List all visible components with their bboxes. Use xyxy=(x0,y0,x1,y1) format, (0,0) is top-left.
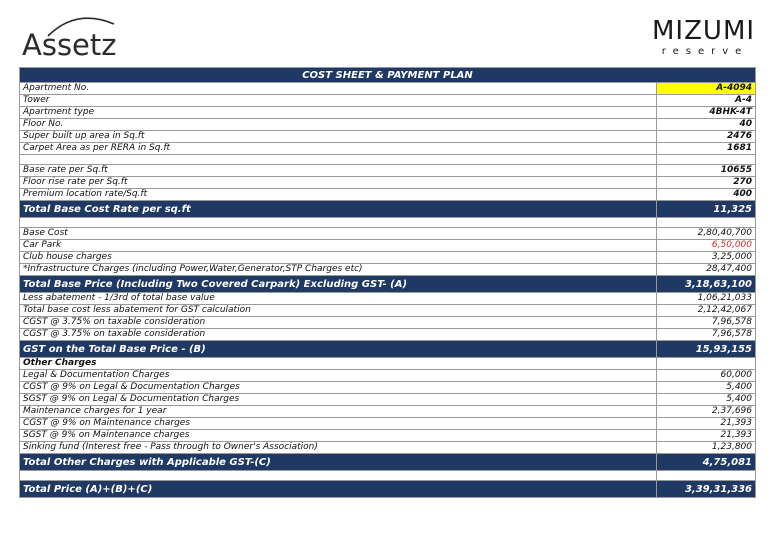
row-label: Club house charges xyxy=(20,252,657,264)
table-row xyxy=(20,370,756,382)
row-label: Apartment No. xyxy=(20,83,657,95)
row-label: CGST @ 3.75% on taxable consideration xyxy=(20,329,657,341)
row-value: 2,80,40,700 xyxy=(657,228,756,240)
table-row xyxy=(20,131,756,143)
table-row xyxy=(20,240,756,252)
row-value: 7,96,578 xyxy=(657,329,756,341)
row-value: 1,23,800 xyxy=(657,442,756,454)
table-row xyxy=(20,430,756,442)
row-label: Super built up area in Sq.ft xyxy=(20,131,657,143)
row-value: A-4 xyxy=(657,95,756,107)
total-label: Total Base Price (Including Two Covered Carpark) Excluding GST- (A) xyxy=(20,276,657,293)
mizumi-logo-text: MIZUMI xyxy=(652,16,756,46)
blank-cell xyxy=(20,218,657,228)
blank-cell xyxy=(657,471,756,481)
row-label: Maintenance charges for 1 year xyxy=(20,406,657,418)
row-label: Premium location rate/Sq.ft xyxy=(20,189,657,201)
total-value: 11,325 xyxy=(657,201,756,218)
table-row xyxy=(20,418,756,430)
blank-cell xyxy=(657,155,756,165)
blank-cell xyxy=(657,358,756,370)
row-value: 2476 xyxy=(657,131,756,143)
table-row xyxy=(20,382,756,394)
row-value: 21,393 xyxy=(657,430,756,442)
spacer-row xyxy=(20,218,756,228)
total-value: 3,18,63,100 xyxy=(657,276,756,293)
table-row xyxy=(20,329,756,341)
mizumi-logo-subtext: reserve xyxy=(661,46,749,57)
table-row xyxy=(20,95,756,107)
total-row xyxy=(20,276,756,293)
row-label: Floor rise rate per Sq.ft xyxy=(20,177,657,189)
row-label: Base Cost xyxy=(20,228,657,240)
row-label: SGST @ 9% on Legal & Documentation Charges xyxy=(20,394,657,406)
row-value: 270 xyxy=(657,177,756,189)
row-value: 400 xyxy=(657,189,756,201)
row-value: A-4094 xyxy=(657,83,756,95)
total-label: Total Other Charges with Applicable GST-(C) xyxy=(20,454,657,471)
row-value: 60,000 xyxy=(657,370,756,382)
row-value: 1,06,21,033 xyxy=(657,293,756,305)
table-row xyxy=(20,305,756,317)
row-value: 21,393 xyxy=(657,418,756,430)
spacer-row xyxy=(20,471,756,481)
row-value: 10655 xyxy=(657,165,756,177)
sheet-title: COST SHEET & PAYMENT PLAN xyxy=(20,68,756,83)
row-value: 28,47,400 xyxy=(657,264,756,276)
row-label: CGST @ 3.75% on taxable consideration xyxy=(20,317,657,329)
table-row xyxy=(20,107,756,119)
total-label: Total Base Cost Rate per sq.ft xyxy=(20,201,657,218)
row-value: 4BHK-4T xyxy=(657,107,756,119)
mizumi-logo xyxy=(652,16,756,57)
row-label: Carpet Area as per RERA in Sq.ft xyxy=(20,143,657,155)
blank-cell xyxy=(20,155,657,165)
blank-cell xyxy=(657,218,756,228)
row-value: 5,400 xyxy=(657,382,756,394)
row-value: 2,12,42,067 xyxy=(657,305,756,317)
row-value: 6,50,000 xyxy=(657,240,756,252)
table-row xyxy=(20,165,756,177)
table-row xyxy=(20,177,756,189)
table-row xyxy=(20,228,756,240)
row-label: Tower xyxy=(20,95,657,107)
total-value: 15,93,155 xyxy=(657,341,756,358)
total-value: 4,75,081 xyxy=(657,454,756,471)
grand-total-label: Total Price (A)+(B)+(C) xyxy=(20,481,657,498)
table-row xyxy=(20,68,756,83)
spacer-row xyxy=(20,155,756,165)
row-label: Car Park xyxy=(20,240,657,252)
table-row xyxy=(20,189,756,201)
row-value: 1681 xyxy=(657,143,756,155)
section-heading: Other Charges xyxy=(20,358,657,370)
assetz-logo-text: Assetz xyxy=(22,28,117,62)
row-value: 40 xyxy=(657,119,756,131)
row-label: Legal & Documentation Charges xyxy=(20,370,657,382)
table-row xyxy=(20,394,756,406)
table-row xyxy=(20,143,756,155)
total-row xyxy=(20,454,756,471)
table-row xyxy=(20,83,756,95)
assetz-logo xyxy=(22,14,122,62)
row-label: Sinking fund (Interest free - Pass through to Owner's Association) xyxy=(20,442,657,454)
row-value: 5,400 xyxy=(657,394,756,406)
table-row xyxy=(20,119,756,131)
row-label: Total base cost less abatement for GST calculation xyxy=(20,305,657,317)
grand-total-value: 3,39,31,336 xyxy=(657,481,756,498)
row-value: 7,96,578 xyxy=(657,317,756,329)
row-label: Base rate per Sq.ft xyxy=(20,165,657,177)
row-label: *Infrastructure Charges (including Power,Water,Generator,STP Charges etc) xyxy=(20,264,657,276)
table-row xyxy=(20,264,756,276)
total-row xyxy=(20,341,756,358)
row-label: Less abatement - 1/3rd of total base value xyxy=(20,293,657,305)
row-label: Apartment type xyxy=(20,107,657,119)
table-row xyxy=(20,406,756,418)
cost-sheet-table xyxy=(19,67,756,498)
row-value: 3,25,000 xyxy=(657,252,756,264)
total-row xyxy=(20,481,756,498)
row-label: CGST @ 9% on Maintenance charges xyxy=(20,418,657,430)
table-row xyxy=(20,358,756,370)
row-label: CGST @ 9% on Legal & Documentation Charges xyxy=(20,382,657,394)
table-row xyxy=(20,442,756,454)
table-row xyxy=(20,317,756,329)
row-label: SGST @ 9% on Maintenance charges xyxy=(20,430,657,442)
blank-cell xyxy=(20,471,657,481)
total-label: GST on the Total Base Price - (B) xyxy=(20,341,657,358)
total-row xyxy=(20,201,756,218)
row-value: 2,37,696 xyxy=(657,406,756,418)
table-row xyxy=(20,293,756,305)
table-row xyxy=(20,252,756,264)
row-label: Floor No. xyxy=(20,119,657,131)
